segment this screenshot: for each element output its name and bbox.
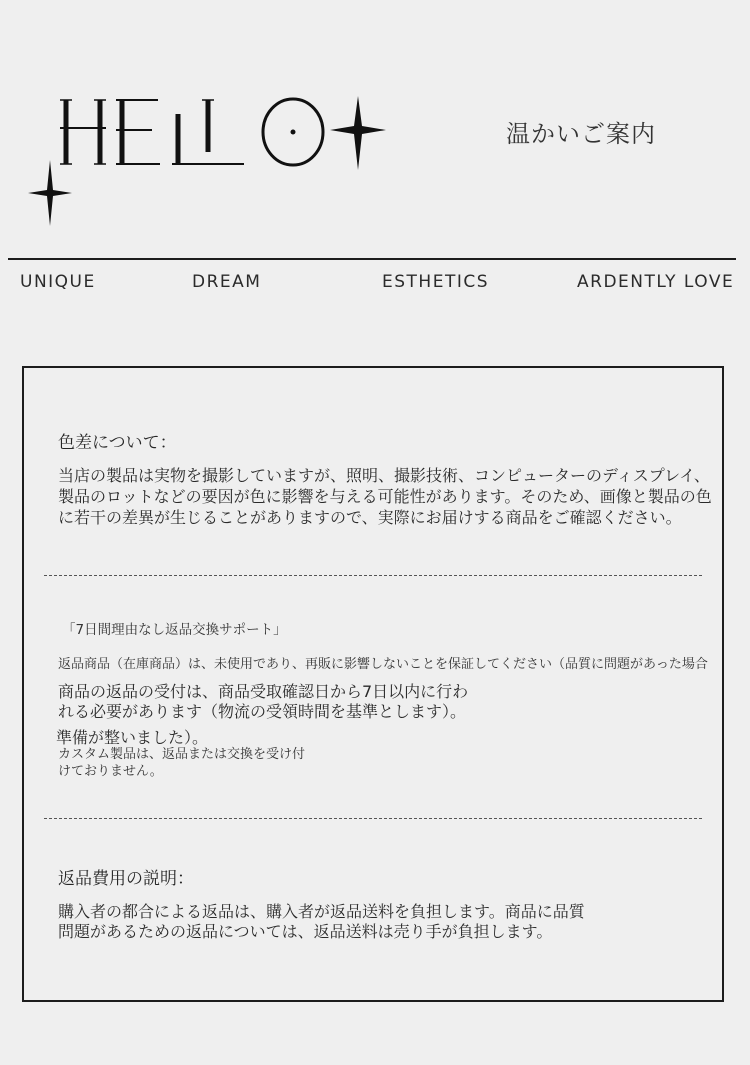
fee-section-line: 問題があるための返品については、返品送料は売り手が負担します。 xyxy=(58,922,553,941)
color-section-line: 当店の製品は実物を撮影していますが、照明、撮影技術、コンピューターのディスプレイ、 xyxy=(58,466,710,485)
nav-word-ardently-love: ARDENTLY LOVE xyxy=(577,272,735,292)
return-section-title: 「7日間理由なし返品交換サポート」 xyxy=(62,622,287,638)
return-section-ready: 準備が整いました）。 xyxy=(56,728,209,747)
custom-product-note: けておりません。 xyxy=(58,764,163,779)
dashed-divider xyxy=(44,575,702,576)
subtitle: 温かいご案内 xyxy=(506,120,656,148)
sparkle-icon xyxy=(26,160,74,226)
color-section-title: 色差について： xyxy=(58,433,177,453)
header-divider xyxy=(8,258,736,260)
hello-logo xyxy=(58,92,388,172)
return-section-line: 商品の返品の受付は、商品受取確認日から7日以内に行わ xyxy=(58,682,469,701)
nav-word-unique: UNIQUE xyxy=(20,272,96,292)
color-section-line: に若干の差異が生じることがありますので、実際にお届けする商品をご確認ください。 xyxy=(58,508,682,527)
dashed-divider xyxy=(44,818,702,819)
fee-section-title: 返品費用の説明： xyxy=(58,869,194,889)
return-section-note: 返品商品（在庫商品）は、未使用であり、再販に影響しないことを保証してください（品質に問題があった場合 xyxy=(58,657,708,672)
custom-product-note: カスタム製品は、返品または交換を受け付 xyxy=(58,747,306,762)
nav-word-dream: DREAM xyxy=(192,272,262,292)
nav-word-esthetics: ESTHETICS xyxy=(382,272,489,292)
color-section-line: 製品のロットなどの要因が色に影響を与える可能性があります。そのため、画像と製品の色 xyxy=(58,487,712,506)
fee-section-line: 購入者の都合による返品は、購入者が返品送料を負担します。商品に品質 xyxy=(58,902,585,921)
return-section-line: れる必要があります（物流の受領時間を基準とします）。 xyxy=(58,702,467,721)
